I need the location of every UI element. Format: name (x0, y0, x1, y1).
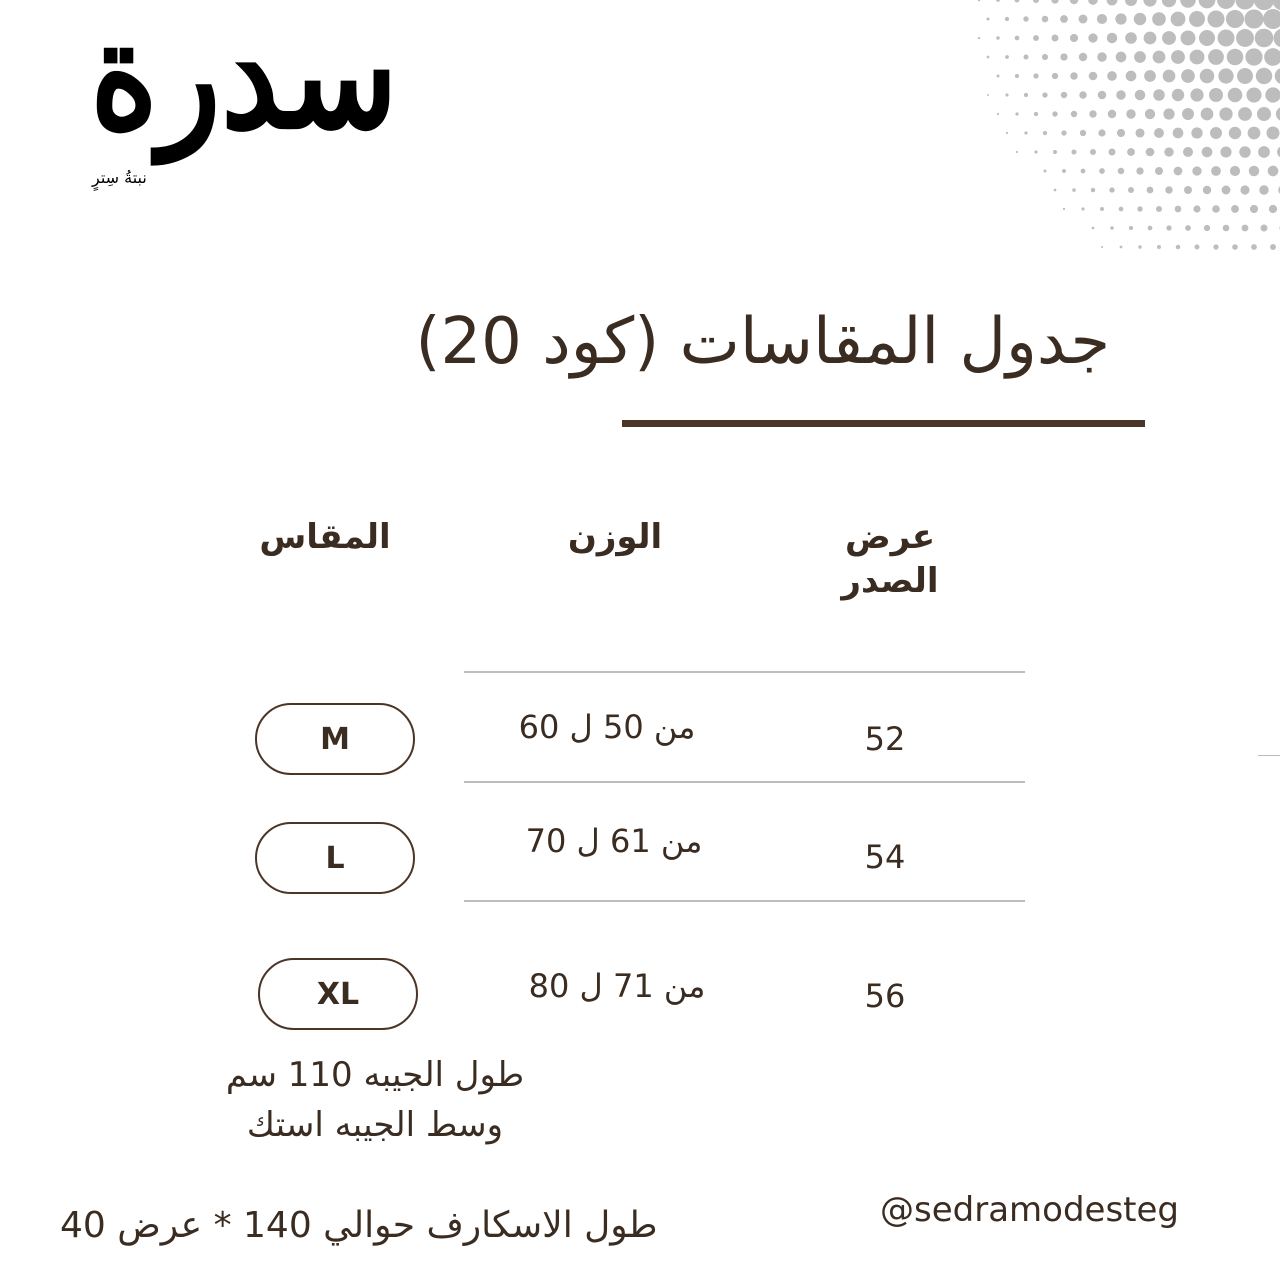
header-weight: الوزن (567, 517, 663, 557)
halftone-dot (1126, 71, 1137, 82)
halftone-dot (1162, 31, 1176, 45)
halftone-dot (1164, 147, 1173, 156)
halftone-dot (1034, 112, 1038, 116)
halftone-dot (1116, 90, 1126, 100)
logo: سدرة (90, 0, 399, 163)
halftone-dot (1203, 186, 1211, 194)
halftone-dot (1202, 147, 1213, 158)
halftone-dot (1154, 128, 1164, 138)
halftone-dot (1199, 30, 1215, 46)
size-pill-m: M (255, 703, 415, 775)
halftone-dot (1134, 51, 1146, 63)
halftone-dot (1248, 127, 1261, 140)
halftone-dot (1005, 55, 1009, 59)
halftone-dot (1209, 88, 1223, 102)
halftone-dot (1257, 107, 1271, 121)
chest-cell: 56 (864, 977, 906, 1015)
halftone-dot (1006, 132, 1008, 134)
halftone-dot (1063, 208, 1065, 210)
halftone-dot (1238, 107, 1252, 121)
halftone-dot (1135, 128, 1144, 137)
weight-cell: من 71 ل 80 (528, 967, 706, 1005)
halftone-dot (1088, 33, 1097, 42)
halftone-dot (1097, 14, 1107, 24)
halftone-dot (1107, 33, 1117, 43)
halftone-dot (1258, 146, 1270, 158)
halftone-dot (1219, 107, 1232, 120)
halftone-dot (1240, 185, 1249, 194)
halftone-dot (1060, 15, 1068, 23)
halftone-dot (1072, 188, 1076, 192)
halftone-dot (1061, 92, 1067, 98)
halftone-dot (1107, 0, 1118, 5)
halftone-dot (1144, 32, 1157, 45)
halftone-dot (1201, 108, 1214, 121)
halftone-dot (1144, 70, 1156, 82)
halftone-dot (1191, 127, 1202, 138)
halftone-dot (1153, 89, 1165, 101)
halftone-dot (1181, 69, 1195, 83)
halftone-dot (1210, 127, 1222, 139)
halftone-dot (1117, 129, 1125, 137)
halftone-dot (1089, 110, 1096, 117)
halftone-dot (1211, 166, 1221, 176)
chest-cell: 52 (864, 720, 906, 758)
halftone-dot (1265, 87, 1280, 102)
halftone-dot (1090, 149, 1096, 155)
halftone-dot (1033, 35, 1039, 41)
halftone-dot (1272, 0, 1280, 11)
halftone-dot (986, 17, 989, 20)
divider (464, 671, 1025, 673)
halftone-dot (1051, 0, 1058, 4)
halftone-dot (1263, 9, 1280, 29)
halftone-dot (1071, 111, 1077, 117)
logo-tagline: نبتةُ سِترٍ (92, 168, 147, 187)
header-size: المقاس (259, 517, 391, 557)
halftone-dot (996, 36, 1000, 40)
halftone-dot (1110, 226, 1113, 229)
halftone-dot (1180, 0, 1196, 8)
halftone-dot (1109, 149, 1116, 156)
halftone-dot (1024, 93, 1028, 97)
halftone-dot (1062, 169, 1066, 173)
halftone-dot (987, 94, 989, 96)
halftone-dot (1242, 225, 1249, 232)
halftone-dot (1176, 245, 1180, 249)
halftone-dot (1016, 151, 1018, 153)
halftone-dot (1217, 0, 1235, 9)
halftone-dot (1005, 17, 1009, 21)
halftone-dot (1118, 168, 1125, 175)
halftone-dot (1053, 150, 1057, 154)
halftone-dot (1052, 73, 1058, 79)
halftone-dot (1218, 30, 1235, 47)
halftone-dot (1108, 110, 1116, 118)
halftone-dot (1098, 91, 1107, 100)
halftone-dot (1138, 245, 1141, 248)
halftone-dot (1163, 70, 1176, 83)
halftone-dot (1148, 226, 1153, 231)
halftone-dot (1119, 207, 1124, 212)
halftone-dot (1227, 49, 1244, 66)
halftone-dot (997, 75, 1000, 78)
halftone-dot (1033, 73, 1038, 78)
halftone-dot (978, 0, 981, 1)
halftone-dot (1212, 205, 1220, 213)
halftone-dot (1052, 111, 1057, 116)
halftone-dot (1042, 54, 1048, 60)
halftone-dot (1232, 244, 1238, 250)
chest-cell: 54 (864, 838, 906, 876)
halftone-dot (1260, 224, 1267, 231)
halftone-dot (1128, 187, 1134, 193)
halftone-dot (1155, 167, 1163, 175)
halftone-dot (1235, 0, 1254, 10)
halftone-dot (1213, 244, 1218, 249)
halftone-dot (1157, 245, 1161, 249)
halftone-dot (1165, 186, 1172, 193)
halftone-dot (1190, 88, 1203, 101)
halftone-dot (1143, 0, 1156, 7)
halftone-dot (1081, 207, 1084, 210)
halftone-dot (1274, 29, 1280, 48)
halftone-dot (1127, 148, 1135, 156)
halftone-dot (1237, 68, 1253, 84)
halftone-dot (1223, 225, 1230, 232)
halftone-dot (1222, 186, 1231, 195)
halftone-dot (1231, 205, 1239, 213)
halftone-dot (1099, 168, 1105, 174)
halftone-dot (1172, 89, 1184, 101)
halftone-dot (1175, 206, 1182, 213)
halftone-dot (1023, 16, 1028, 21)
halftone-dot (1135, 90, 1146, 101)
halftone-dot (1120, 246, 1123, 249)
halftone-dot (1089, 72, 1098, 81)
halftone-dot (1174, 167, 1183, 176)
halftone-dot (1042, 16, 1049, 23)
halftone-dot (1079, 53, 1087, 61)
halftone-dot (1136, 167, 1143, 174)
halftone-dot (1134, 13, 1146, 25)
halftone-dot (1060, 53, 1067, 60)
halftone-dot (997, 113, 999, 115)
halftone-dot (1182, 108, 1194, 120)
halftone-dot (1229, 127, 1241, 139)
halftone-dot (1245, 48, 1262, 65)
halftone-dot (1192, 166, 1201, 175)
edge-line (1258, 755, 1280, 756)
halftone-dot (1107, 71, 1117, 81)
halftone-dot (1088, 0, 1098, 5)
halftone-dot (1184, 186, 1192, 194)
halftone-dot (978, 37, 980, 39)
halftone-dot (1042, 92, 1047, 97)
halftone-dot (1207, 10, 1224, 27)
halftone-dot (1267, 127, 1280, 140)
halftone-dot (1163, 108, 1174, 119)
halftone-dot (1171, 12, 1186, 27)
halftone-dot (1070, 72, 1077, 79)
halftone-dot (1079, 15, 1088, 24)
halftone-dot (1185, 225, 1191, 231)
halftone-dot (1033, 0, 1039, 3)
halftone-dot (1034, 150, 1037, 153)
halftone-dot (1239, 146, 1250, 157)
page-title: جدول المقاسات (كود 20) (415, 305, 1110, 379)
halftone-dot (1070, 34, 1078, 42)
halftone-dot (1218, 68, 1233, 83)
halftone-dot (1098, 129, 1105, 136)
halftone-dot (1244, 9, 1263, 28)
halftone-dot (1145, 109, 1155, 119)
halftone-dot (1181, 31, 1196, 46)
halftone-dot (1109, 187, 1114, 192)
halftone-dot (1044, 170, 1047, 173)
halftone-dot (1250, 205, 1258, 213)
halftone-dot (1166, 225, 1171, 230)
halftone-dot (1228, 88, 1243, 103)
halftone-dot (1115, 13, 1126, 24)
halftone-dot (1195, 245, 1200, 250)
halftone-dot (1116, 52, 1127, 63)
halftone-dot (1220, 146, 1231, 157)
halftone-dot (1204, 225, 1210, 231)
halftone-dot (996, 0, 1000, 2)
halftone-dot (1208, 49, 1224, 65)
halftone-dot (1276, 107, 1280, 121)
halftone-dot (1092, 227, 1095, 230)
halftone-dot (1251, 244, 1257, 250)
halftone-dot (1070, 0, 1078, 4)
halftone-dot (1199, 0, 1216, 8)
size-pill-xl: XL (258, 958, 418, 1030)
halftone-dot (1097, 52, 1107, 62)
halftone-dot (1125, 32, 1137, 44)
halftone-dot (1269, 205, 1277, 213)
halftone-dot (1264, 48, 1280, 66)
halftone-dot (1080, 130, 1086, 136)
divider (464, 900, 1025, 902)
halftone-dot (1268, 166, 1279, 177)
skirt-length-note: طول الجيبه 110 سم (225, 1055, 525, 1095)
halftone-dot (1126, 109, 1135, 118)
halftone-dot (1100, 207, 1104, 211)
halftone-dot (1236, 29, 1254, 47)
title-underline (622, 420, 1145, 427)
halftone-dot (1256, 68, 1272, 84)
halftone-dot (1156, 206, 1162, 212)
halftone-dot (1246, 87, 1261, 102)
halftone-dot (1015, 36, 1020, 41)
halftone-dot (1162, 0, 1176, 7)
divider (464, 781, 1025, 783)
weight-cell: من 50 ل 60 (518, 708, 696, 746)
halftone-dot (1015, 74, 1019, 78)
weight-cell: من 61 ل 70 (525, 822, 703, 860)
halftone-dot (1193, 205, 1200, 212)
scarf-note: طول الاسكارف حوالي 140 * عرض 40 (60, 1205, 658, 1246)
halftone-dot (1054, 189, 1057, 192)
header-chest: عرض الصدر (841, 517, 939, 602)
halftone-dot (1101, 246, 1103, 248)
halftone-dot (1137, 206, 1142, 211)
skirt-waist-note: وسط الجيبه استك (246, 1105, 504, 1145)
halftone-dot (1129, 226, 1133, 230)
halftone-dot (1051, 34, 1058, 41)
halftone-dot (1230, 166, 1240, 176)
halftone-dot (1081, 169, 1086, 174)
halftone-dot (1024, 131, 1027, 134)
halftone-dot (1190, 50, 1205, 65)
halftone-dot (1091, 188, 1095, 192)
halftone-dot (1226, 10, 1244, 28)
halftone-dot (1173, 128, 1184, 139)
size-pill-l: L (255, 822, 415, 894)
halftone-dot (1183, 147, 1193, 157)
halftone-dot (1015, 0, 1020, 2)
halftone-dot (1071, 149, 1076, 154)
halftone-dot (1079, 91, 1086, 98)
halftone-dot (1125, 0, 1137, 6)
halftone-dot (1254, 0, 1274, 10)
halftone-dot (1270, 244, 1276, 250)
halftone-dot (1147, 187, 1154, 194)
halftone-dot (1024, 55, 1029, 60)
halftone-dot (1259, 185, 1268, 194)
halftone-dot (1171, 50, 1185, 64)
halftone-dot (1200, 69, 1215, 84)
halftone-dot (1015, 112, 1018, 115)
halftone-dot (1061, 130, 1066, 135)
halftone-dot (1153, 51, 1166, 64)
halftone-dot (1275, 68, 1280, 85)
halftone-dot (1043, 131, 1047, 135)
halftone-dot (1005, 93, 1008, 96)
halftone-dot (987, 56, 990, 59)
halftone-dot (1146, 148, 1155, 157)
instagram-handle: @sedramodesteg (880, 1190, 1179, 1230)
halftone-dot (1152, 12, 1166, 26)
halftone-dot (1189, 11, 1205, 27)
halftone-dot (1249, 166, 1259, 176)
halftone-dot (1255, 29, 1274, 48)
